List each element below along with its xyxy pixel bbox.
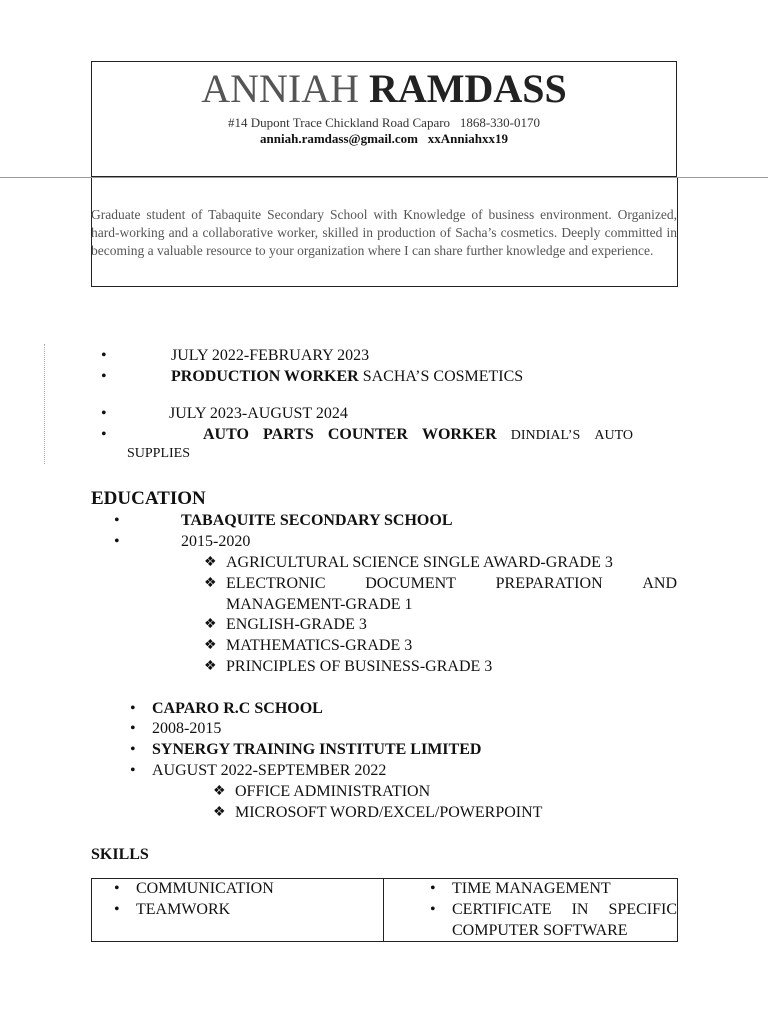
diamond-bullet-icon: ❖ [213, 805, 226, 820]
skill-word: IN [571, 901, 589, 918]
school-2-years: 2008-2015 [152, 720, 222, 737]
skill-item [452, 899, 677, 920]
subject-word: ELECTRONIC [226, 575, 326, 592]
diamond-bullet-icon: ❖ [204, 638, 217, 653]
experience-1-dates: JULY 2022-FEBRUARY 2023 [171, 347, 370, 364]
experience-2-title-word: AUTO [203, 426, 249, 443]
bullet-icon: • [114, 533, 120, 550]
bullet-icon: • [114, 512, 120, 529]
experience-2-role [203, 424, 633, 447]
school-3-years: AUGUST 2022-SEPTEMBER 2022 [152, 762, 387, 779]
address: #14 Dupont Trace Chickland Road Caparo [228, 115, 451, 130]
bullet-icon: • [101, 426, 107, 443]
bullet-icon: • [101, 347, 107, 364]
skill-word: CERTIFICATE [452, 901, 552, 918]
email: anniah.ramdass@gmail.com [260, 131, 419, 146]
first-name: ANNIAH [201, 66, 359, 111]
experience-2-company-word: AUTO [594, 428, 633, 443]
school-1-years: 2015-2020 [181, 533, 251, 550]
bullet-icon: • [130, 741, 136, 758]
summary-text: Graduate student of Tabaquite Secondary School with Knowledge of business environment. Organized, hard-working and a collaborative worker, skilled in production of Sacha’s cosmetics. Deeply committed in becoming a valuable resource to your organization where I can share further knowledge and experience. [91, 207, 677, 258]
subject-item-cont: MANAGEMENT-GRADE 1 [226, 596, 413, 613]
experience-1-company: SACHA’S COSMETICS [362, 368, 524, 385]
bullet-icon: • [430, 901, 436, 918]
skills-table-divider [383, 878, 384, 942]
school-2-name: CAPARO R.C SCHOOL [152, 700, 323, 717]
subject-word: PREPARATION [495, 575, 603, 592]
school-3-name: SYNERGY TRAINING INSTITUTE LIMITED [152, 741, 482, 758]
subject-item: ENGLISH-GRADE 3 [226, 616, 367, 633]
diamond-bullet-icon: ❖ [213, 784, 226, 799]
address-line [91, 115, 677, 131]
experience-2-title-word: PARTS [263, 426, 314, 443]
experience-1-role [171, 366, 523, 387]
subject-item [226, 573, 677, 594]
skill-item: COMMUNICATION [136, 880, 274, 897]
diamond-bullet-icon: ❖ [204, 555, 217, 570]
contact-line [91, 131, 677, 147]
diamond-bullet-icon: ❖ [204, 617, 217, 632]
skill-item: TIME MANAGEMENT [452, 880, 611, 897]
subject-item: MATHEMATICS-GRADE 3 [226, 637, 413, 654]
subject-word: DOCUMENT [365, 575, 456, 592]
handle: xxAnniahxx19 [427, 131, 508, 146]
experience-2-title-word: WORKER [421, 426, 497, 443]
school-1-name: TABAQUITE SECONDARY SCHOOL [181, 512, 453, 529]
bullet-icon: • [130, 720, 136, 737]
bullet-icon: • [130, 762, 136, 779]
bullet-icon: • [430, 880, 436, 897]
course-item: MICROSOFT WORD/EXCEL/POWERPOINT [235, 804, 543, 821]
skill-item: TEAMWORK [136, 901, 231, 918]
subject-word: AND [642, 575, 677, 592]
diamond-bullet-icon: ❖ [204, 576, 217, 591]
diamond-bullet-icon: ❖ [204, 659, 217, 674]
phone: 1868-330-0170 [459, 115, 540, 130]
subject-item: PRINCIPLES OF BUSINESS-GRADE 3 [226, 658, 493, 675]
experience-2-title-word: COUNTER [327, 426, 408, 443]
margin-marker [44, 344, 45, 464]
bullet-icon: • [101, 405, 107, 422]
skill-item-cont: COMPUTER SOFTWARE [452, 922, 628, 939]
course-item: OFFICE ADMINISTRATION [235, 783, 431, 800]
bullet-icon: • [101, 368, 107, 385]
experience-2-dates: JULY 2023-AUGUST 2024 [169, 405, 348, 422]
subject-item: AGRICULTURAL SCIENCE SINGLE AWARD-GRADE 3 [226, 554, 613, 571]
full-name [91, 65, 677, 113]
bullet-icon: • [114, 880, 120, 897]
experience-1-title: PRODUCTION WORKER [171, 368, 359, 385]
skill-word: SPECIFIC [608, 901, 677, 918]
experience-2-company-word: DINDIAL’S [510, 428, 581, 443]
bullet-icon: • [130, 700, 136, 717]
education-heading: EDUCATION [91, 488, 206, 509]
last-name: RAMDASS [368, 66, 567, 111]
bullet-icon: • [114, 901, 120, 918]
experience-2-company-cont: SUPPLIES [127, 446, 191, 461]
skills-heading: SKILLS [91, 846, 149, 863]
